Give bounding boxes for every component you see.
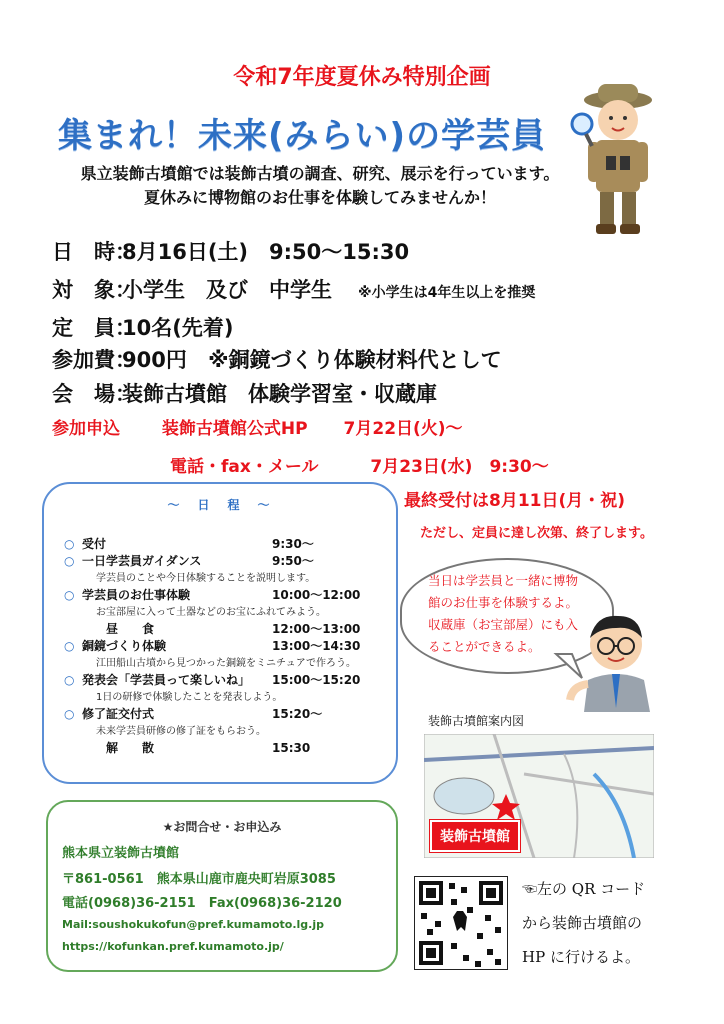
deadline: 最終受付は8月11日(月・祝) <box>404 491 626 511</box>
schedule-item <box>64 587 384 604</box>
fee-note: ※銅鏡づくり体験材料代として <box>208 348 502 372</box>
contact-address: 〒861-0561 熊本県山鹿市鹿央町岩原3085 <box>62 872 336 887</box>
target-value: 小学生 及び 中学生 <box>122 278 332 302</box>
schedule-item-time: 12:00～13:00 <box>272 622 361 636</box>
schedule-item-note: お宝部屋に入って土器などのお宝にふれてみよう。 <box>96 607 326 618</box>
fee-label: 参加費： <box>52 348 136 372</box>
target-note: ※小学生は4年生以上を推奨 <box>358 285 536 301</box>
venue-value: 装飾古墳館 体験学習室・収蔵庫 <box>122 382 437 406</box>
contact-heading: ★お問合せ・お申込み <box>162 820 282 834</box>
intro-line-2: 夏休みに博物館のお仕事を体験してみませんか！ <box>143 188 496 207</box>
bubble-text: 当日は学芸員と一緒に博物館のお仕事を体験するよ。収蔵庫（お宝部屋）にも入ることができるよ。 <box>428 573 579 654</box>
schedule-list <box>64 536 384 757</box>
page-title: 集まれ！未来(みらい)の学芸員 <box>58 116 547 156</box>
schedule-item-note: 江田船山古墳から見つかった銅鏡をミニチュアで作ろう。 <box>96 658 356 669</box>
schedule-title: ～ 日 程 ～ <box>167 498 273 512</box>
date-label: 日 時： <box>52 240 136 264</box>
schedule-item-name: 受付 <box>82 537 107 551</box>
schedule-bullet: ○ <box>64 639 75 653</box>
schedule-item-time: 15:20～ <box>272 707 323 721</box>
museum-name-label: 装飾古墳館 <box>430 820 520 852</box>
contact-mail-link[interactable]: Mail:soushokukofun@pref.kumamoto.lg.jp <box>62 918 324 931</box>
contact-box <box>46 800 398 972</box>
apply-phone-row <box>170 452 549 477</box>
capacity-label: 定 員： <box>52 316 136 340</box>
qr-line-3: HP に行けるよ。 <box>522 948 640 966</box>
schedule-item-time: 9:50～ <box>272 554 314 568</box>
map-label: 装飾古墳館案内図 <box>428 714 525 728</box>
qr-line-2: から装飾古墳館の <box>522 914 643 932</box>
schedule-bullet <box>64 740 82 757</box>
event-subtitle: 令和7年度夏休み特別企画 <box>233 65 491 90</box>
schedule-item <box>64 621 384 638</box>
schedule-bullet: ○ <box>64 707 75 721</box>
intro-line-1: 県立装飾古墳館では装飾古墳の調査、研究、展示を行っています。 <box>80 164 560 183</box>
schedule-item-time: 15:00～15:20 <box>272 673 361 687</box>
date-row <box>52 236 409 266</box>
schedule-bullet: ○ <box>64 588 75 602</box>
contact-url-link[interactable]: https://kofunkan.pref.kumamoto.jp/ <box>62 940 284 953</box>
venue-label: 会 場： <box>52 382 136 406</box>
schedule-bullet: ○ <box>64 673 75 687</box>
fee-value: 900円 <box>122 348 187 372</box>
date-value: 8月16日(土) 9:50～15:30 <box>122 240 410 264</box>
capacity-row <box>52 312 233 342</box>
schedule-item-name: 一日学芸員ガイダンス <box>82 554 202 568</box>
schedule-item-note: 学芸員のことや今日体験することを説明します。 <box>96 573 316 584</box>
explorer-illustration <box>568 78 668 240</box>
schedule-box <box>42 482 398 784</box>
contact-phone: 電話(0968)36-2151 Fax(0968)36-2120 <box>62 896 342 911</box>
schedule-bullet <box>64 621 82 638</box>
schedule-item-name: 発表会「学芸員って楽しいね」 <box>82 673 251 687</box>
schedule-item <box>64 706 384 723</box>
schedule-item-name: 解 散 <box>82 741 155 755</box>
schedule-item-time: 10:00～12:00 <box>272 588 361 602</box>
schedule-item-time: 9:30～ <box>272 537 314 551</box>
schedule-item-name: 銅鏡づくり体験 <box>82 639 167 653</box>
apply-label: 参加申込 <box>52 419 120 439</box>
schedule-item-note: 未来学芸員研修の修了証をもらおう。 <box>96 726 266 737</box>
apply-phone: 電話・fax・メール <box>170 457 319 477</box>
schedule-bullet: ○ <box>64 537 75 551</box>
schedule-bullet: ○ <box>64 554 75 568</box>
qr-code[interactable] <box>414 876 508 970</box>
apply-hp-date: 7月22日(火)～ <box>343 419 463 439</box>
qr-line-1: ☜左の QR コード <box>522 880 646 898</box>
schedule-item <box>64 638 384 655</box>
contact-org: 熊本県立装飾古墳館 <box>62 846 180 861</box>
schedule-item-time: 15:30 <box>272 741 311 755</box>
schedule-item-time: 13:00～14:30 <box>272 639 361 653</box>
fee-row <box>52 344 502 374</box>
schedule-item-name: 学芸員のお仕事体験 <box>82 588 191 602</box>
schedule-item <box>64 740 384 757</box>
target-row <box>52 274 535 304</box>
schedule-item <box>64 536 384 553</box>
curator-illustration <box>566 608 658 712</box>
deadline-note: ただし、定員に達し次第、終了します。 <box>420 526 653 541</box>
intro-text <box>60 162 580 210</box>
apply-hp: 装飾古墳館公式HP <box>161 419 308 439</box>
apply-hp-row <box>52 414 463 439</box>
schedule-item <box>64 553 384 570</box>
apply-phone-date: 7月23日(水) 9:30～ <box>370 457 549 477</box>
schedule-item-note: 1日の研修で体験したことを発表しよう。 <box>96 692 283 703</box>
schedule-item-name: 昼 食 <box>82 622 155 636</box>
venue-row <box>52 378 437 408</box>
capacity-value: 10名(先着) <box>122 316 234 340</box>
qr-instructions <box>522 872 645 974</box>
target-label: 対 象： <box>52 278 136 302</box>
schedule-item-name: 修了証交付式 <box>82 707 155 721</box>
schedule-item <box>64 672 384 689</box>
